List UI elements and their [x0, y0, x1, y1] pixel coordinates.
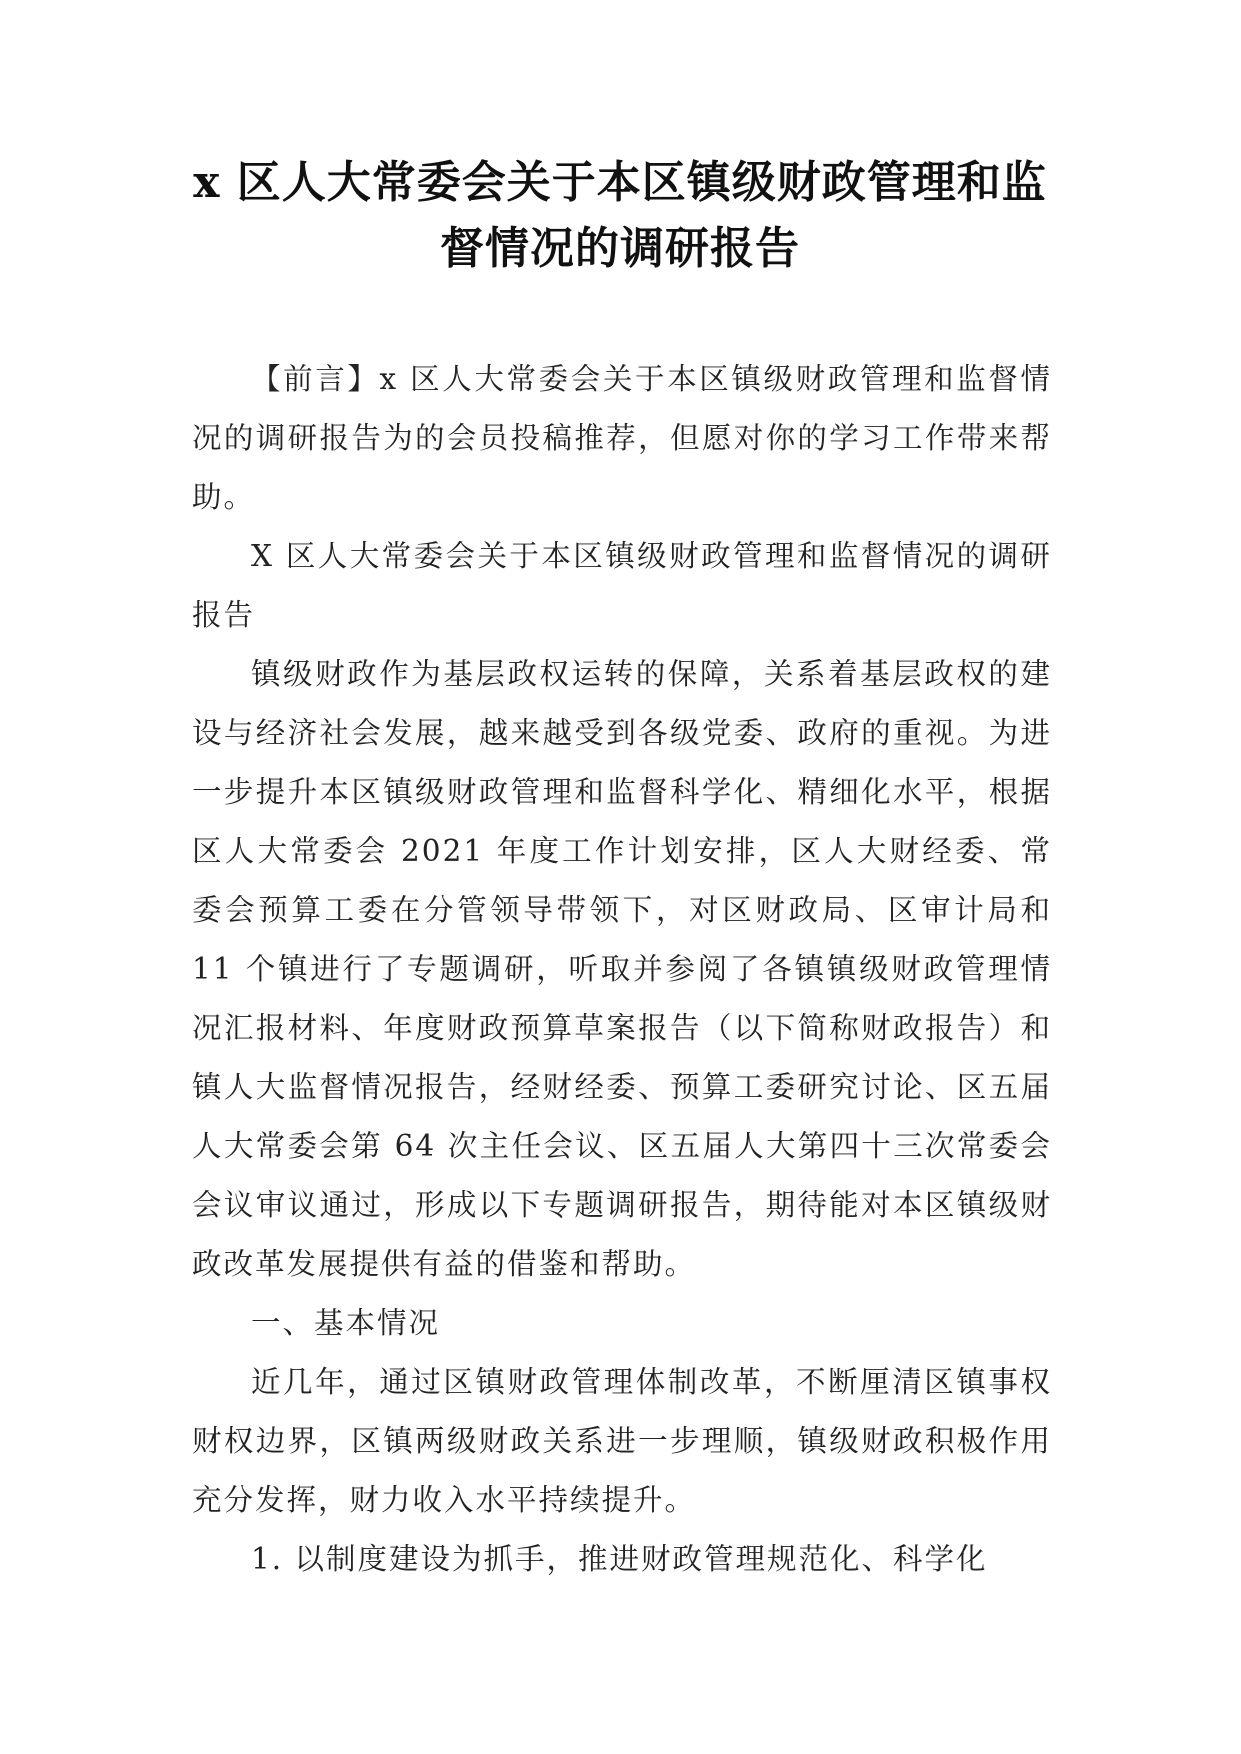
basic-situation-paragraph: 近几年，通过区镇财政管理体制改革，不断厘清区镇事权财权边界，区镇两级财政关系进一步理顺，镇级财政积极作用充分发挥，财力收入水平持续提升。	[192, 1365, 1052, 1517]
document-body	[192, 350, 1052, 1589]
subtitle-paragraph: X 区人大常委会关于本区镇级财政管理和监督情况的调研报告	[192, 539, 1052, 632]
intro-paragraph: 镇级财政作为基层政权运转的保障，关系着基层政权的建设与经济社会发展，越来越受到各级党委、政府的重视。为进一步提升本区镇级财政管理和监督科学化、精细化水平，根据区人大常委会 2021 年度工作计划安排，区人大财经委、常委会预算工委在分管领导带领下，对区财政局、区审计局和 11 个镇进行了专题调研，听取并参阅了各镇镇级财政管理情况汇报材料、年度财政预算草案报告（以下简称财政报告）和镇人大监督情况报告，经财经委、预算工委研究讨论、区五届人大常委会第 64 次主任会议、区五届人大第四十三次常委会会议审议通过，形成以下专题调研报告，期待能对本区镇级财政改革发展提供有益的借鉴和帮助。	[192, 657, 1052, 1281]
section-heading-basic-situation: 一、基本情况	[251, 1306, 441, 1340]
document-title	[150, 150, 1090, 282]
title-line-2: 督情况的调研报告	[440, 223, 800, 274]
preface-paragraph: 【前言】x 区人大常委会关于本区镇级财政管理和监督情况的调研报告为的会员投稿推荐，但愿对你的学习工作带来帮助。	[192, 362, 1052, 514]
title-line-1: x 区人大常委会关于本区镇级财政管理和监	[193, 157, 1047, 208]
subsection-1-heading: 1. 以制度建设为抓手，推进财政管理规范化、科学化	[251, 1542, 988, 1576]
